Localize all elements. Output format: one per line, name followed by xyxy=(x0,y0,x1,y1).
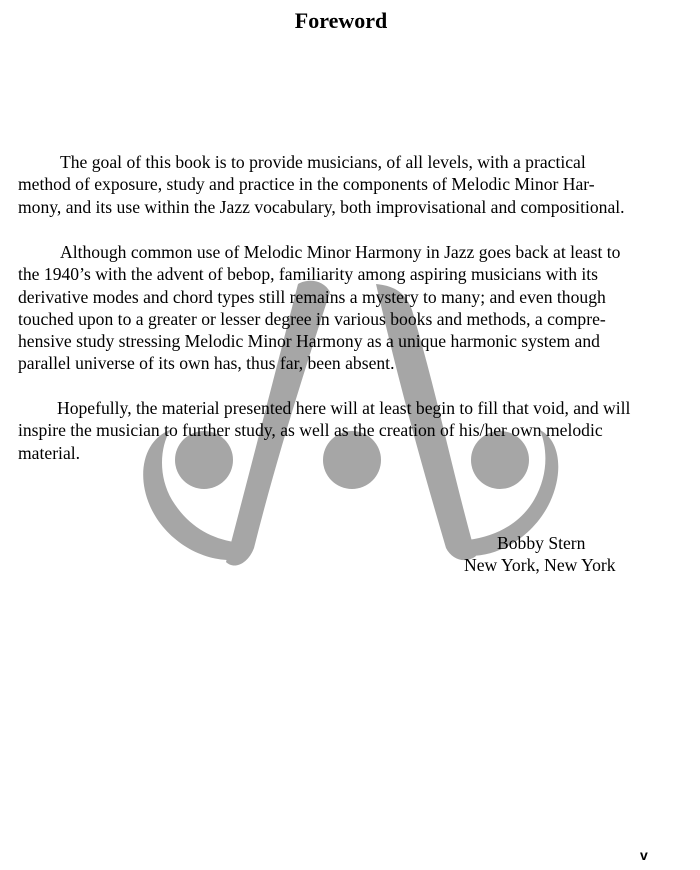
text-line: method of exposure, study and practice in the components of Melodic Minor Har- xyxy=(18,174,595,195)
text-line: derivative modes and chord types still remains a mystery to many; and even though xyxy=(18,286,606,307)
text-line: material. xyxy=(18,442,81,463)
text-line: parallel universe of its own has, thus far, been absent. xyxy=(18,353,395,374)
page-number: v xyxy=(640,847,648,863)
text-line: The goal of this book is to provide musicians, of all levels, with a practical xyxy=(60,152,586,172)
text-line: mony, and its use within the Jazz vocabulary, both improvisational and compositional. xyxy=(18,196,625,217)
page-title: Foreword xyxy=(294,8,388,33)
text-line: the 1940’s with the advent of bebop, familiarity among aspiring musicians with its xyxy=(18,264,599,285)
paragraph-1 xyxy=(18,151,668,218)
text-line: Hopefully, the material presented here will at least begin to fill that void, and will xyxy=(57,398,631,418)
paragraph-2 xyxy=(18,241,668,375)
text-line: Although common use of Melodic Minor Harmony in Jazz goes back at least to xyxy=(60,242,621,262)
text-line: hensive study stressing Melodic Minor Harmony as a unique harmonic system and xyxy=(18,331,600,352)
paragraph-3 xyxy=(18,397,668,464)
text-line: inspire the musician to further study, as well as the creation of his/her own melodic xyxy=(18,420,603,441)
signature-name: Bobby Stern xyxy=(497,533,586,553)
text-line: touched upon to a greater or lesser degree in various books and methods, a compre- xyxy=(18,308,606,329)
signature-location: New York, New York xyxy=(464,555,616,575)
